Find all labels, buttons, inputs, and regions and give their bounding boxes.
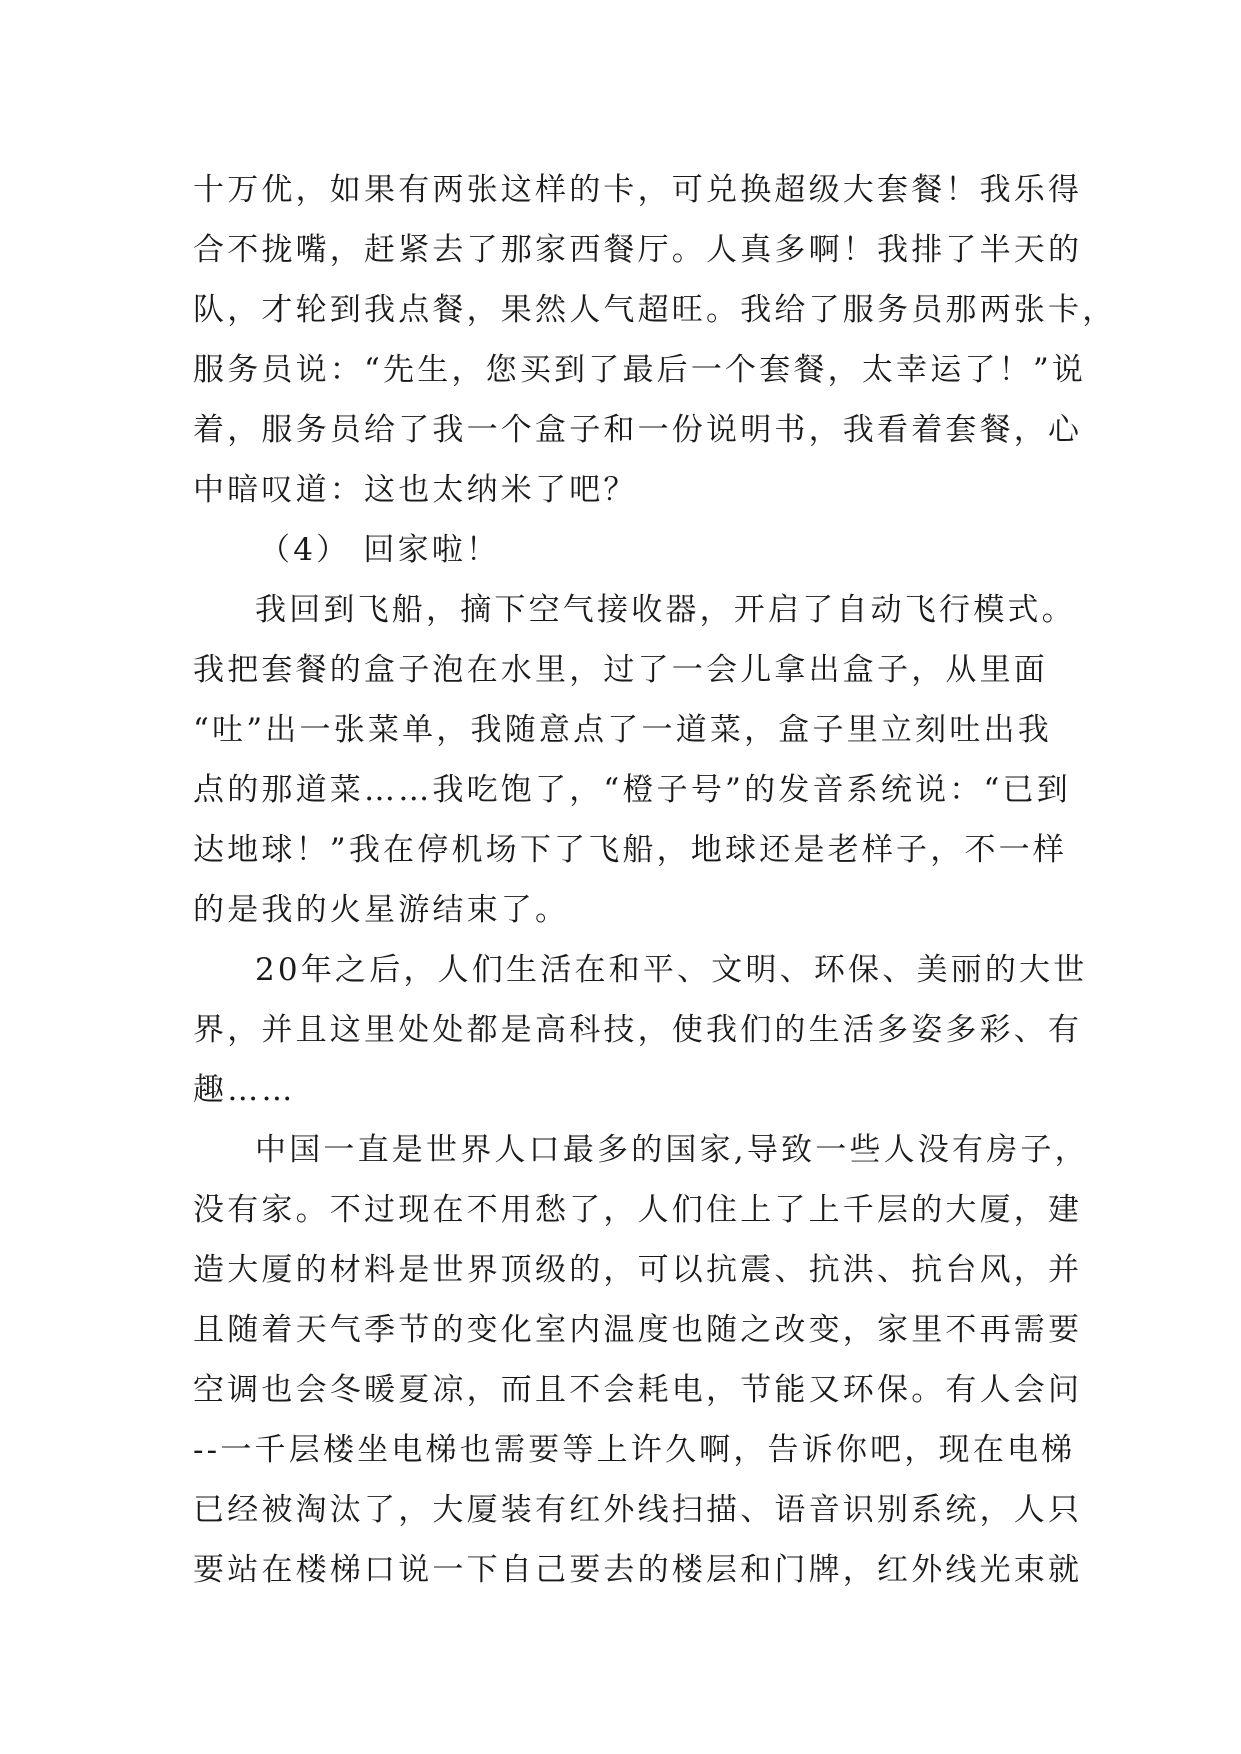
text-line: 界，并且这里处处都是高科技，使我们的生活多姿多彩、有 bbox=[193, 1012, 1083, 1048]
text-line: 且随着天气季节的变化室内温度也随之改变，家里不再需要 bbox=[193, 1312, 1083, 1348]
text-line: 已经被淘汰了，大厦装有红外线扫描、语音识别系统，人只 bbox=[193, 1492, 1083, 1528]
text-line: 要站在楼梯口说一下自己要去的楼层和门牌，红外线光束就 bbox=[193, 1552, 1083, 1588]
text-line: --一千层楼坐电梯也需要等上许久啊，告诉你吧，现在电梯 bbox=[193, 1432, 1076, 1468]
text-line: 空调也会冬暖夏凉，而且不会耗电，节能又环保。有人会问 bbox=[193, 1372, 1083, 1408]
text-line: 点的那道菜……我吃饱了，“橙子号”的发音系统说：“已到 bbox=[193, 772, 1071, 808]
section-heading: （4） 回家啦！ bbox=[259, 532, 501, 568]
body-text bbox=[193, 160, 1117, 1600]
text-line: 没有家。不过现在不用愁了，人们住上了上千层的大厦，建 bbox=[193, 1192, 1083, 1228]
text-line: 服务员说：“先生，您买到了最后一个套餐，太幸运了！”说 bbox=[193, 352, 1087, 388]
text-line: 20年之后，人们生活在和平、文明、环保、美丽的大世 bbox=[255, 952, 1088, 988]
text-line: 的是我的火星游结束了。 bbox=[193, 892, 570, 928]
text-line: 十万优，如果有两张这样的卡，可兑换超级大套餐！我乐得 bbox=[193, 172, 1083, 208]
text-line: “吐”出一张菜单，我随意点了一道菜，盒子里立刻吐出我 bbox=[193, 712, 1052, 748]
text-line: 着，服务员给了我一个盒子和一份说明书，我看着套餐，心 bbox=[193, 412, 1083, 448]
text-line: 我把套餐的盒子泡在水里，过了一会儿拿出盒子，从里面 bbox=[193, 652, 1048, 688]
text-line: 中暗叹道：这也太纳米了吧？ bbox=[193, 472, 638, 508]
text-line: 中国一直是世界人口最多的国家,导致一些人没有房子， bbox=[255, 1132, 1089, 1168]
text-line: 趣…… bbox=[193, 1072, 296, 1108]
text-line: 达地球！”我在停机场下了飞船，地球还是老样子，不一样 bbox=[193, 832, 1068, 868]
text-line: 合不拢嘴，赶紧去了那家西餐厅。人真多啊！我排了半天的 bbox=[193, 232, 1083, 268]
text-line: 造大厦的材料是世界顶级的，可以抗震、抗洪、抗台风，并 bbox=[193, 1252, 1083, 1288]
text-line: 队，才轮到我点餐，果然人气超旺。我给了服务员那两张卡， bbox=[193, 292, 1117, 328]
text-line: 我回到飞船，摘下空气接收器，开启了自动飞行模式。 bbox=[255, 592, 1076, 628]
